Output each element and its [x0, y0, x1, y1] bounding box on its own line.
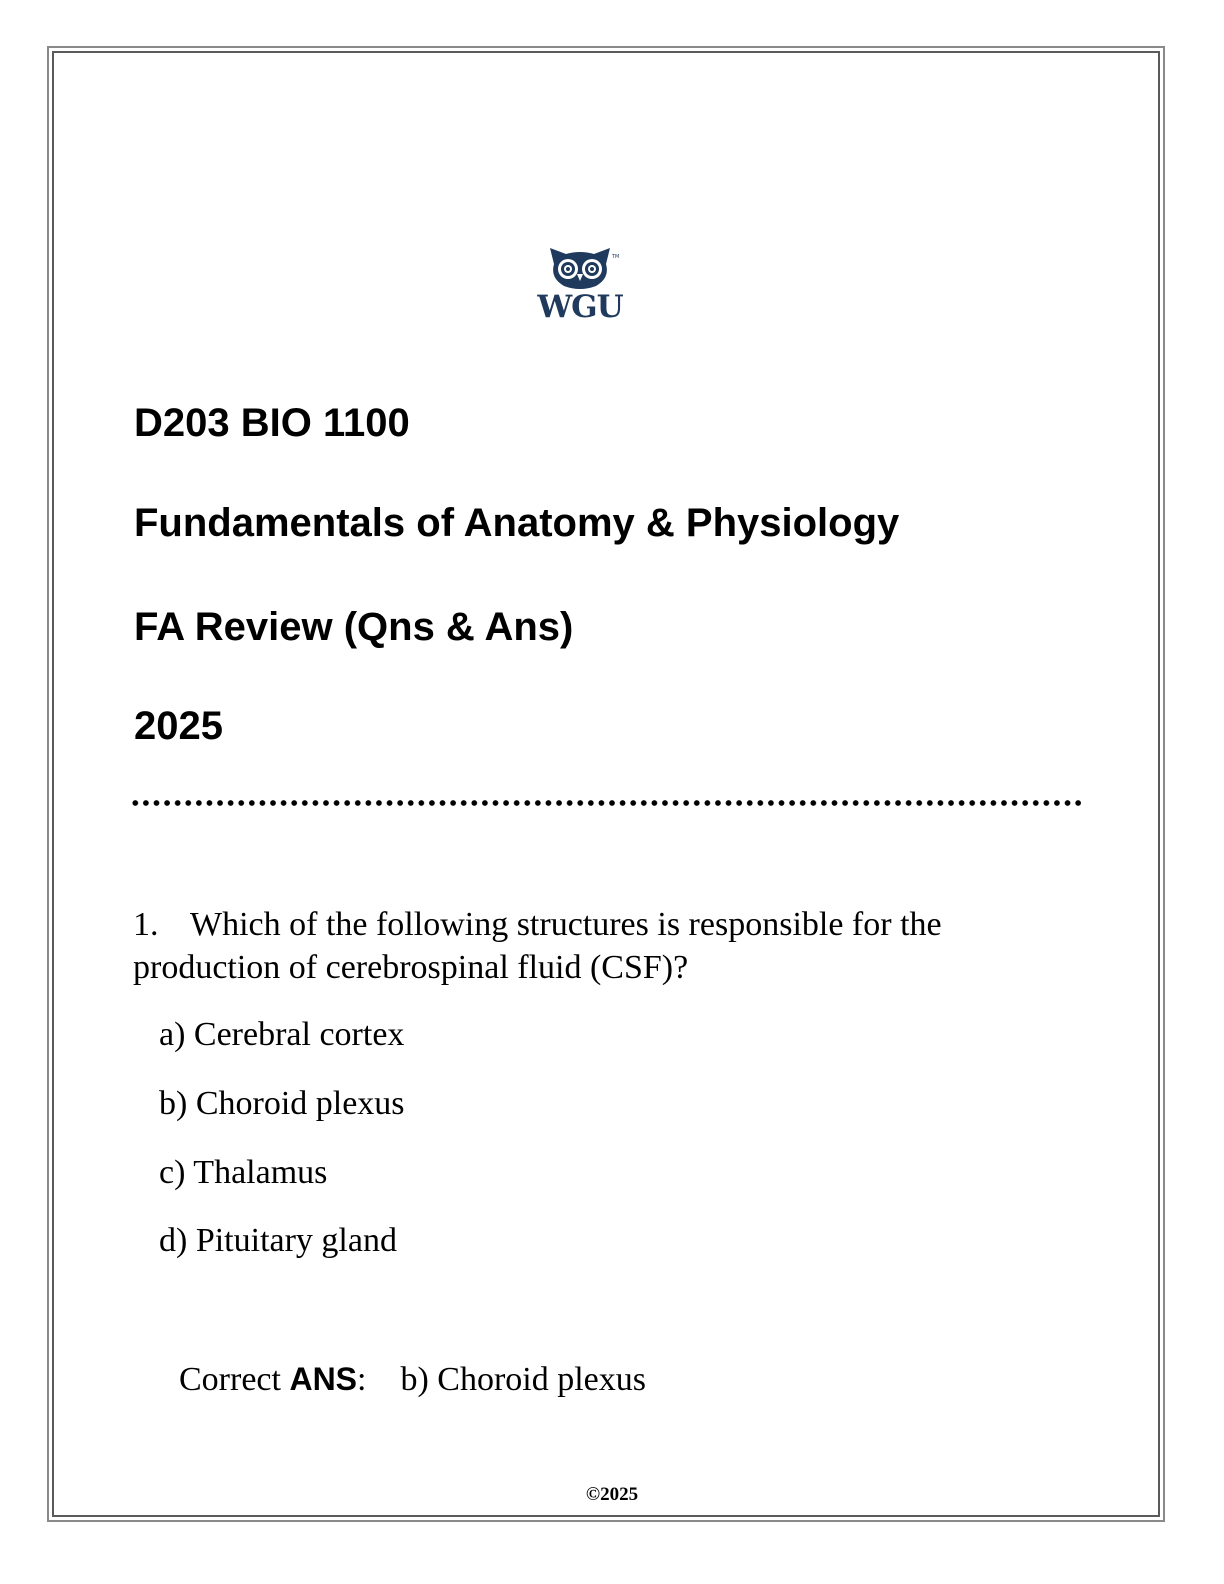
answer-value: b) Choroid plexus	[400, 1361, 647, 1398]
course-code: D203 BIO 1100	[134, 401, 410, 445]
answer-colon: :	[357, 1361, 367, 1398]
logo-wordmark: WGU	[537, 289, 623, 325]
option-c: c) Thalamus	[159, 1154, 328, 1191]
option-a: a) Cerebral cortex	[159, 1016, 405, 1053]
answer-prefix: Correct	[179, 1361, 281, 1398]
svg-text:TM: TM	[612, 254, 620, 260]
wgu-logo	[530, 244, 630, 328]
question-number: 1.	[133, 906, 159, 943]
correct-answer	[179, 1358, 646, 1401]
copyright-footer: ©2025	[585, 1484, 639, 1505]
option-b: b) Choroid plexus	[159, 1085, 405, 1122]
dotted-divider	[130, 799, 1082, 807]
document-type: FA Review (Qns & Ans)	[134, 605, 574, 649]
document-year: 2025	[134, 704, 223, 748]
course-title: Fundamentals of Anatomy & Physiology	[134, 501, 900, 545]
answer-label: ANS	[289, 1361, 358, 1397]
question-text: Which of the following structures is responsible for the production of cerebrospinal fluid (CSF)?	[133, 906, 942, 986]
question-1	[133, 903, 1033, 989]
owl-icon	[530, 244, 630, 290]
option-d: d) Pituitary gland	[159, 1222, 397, 1259]
